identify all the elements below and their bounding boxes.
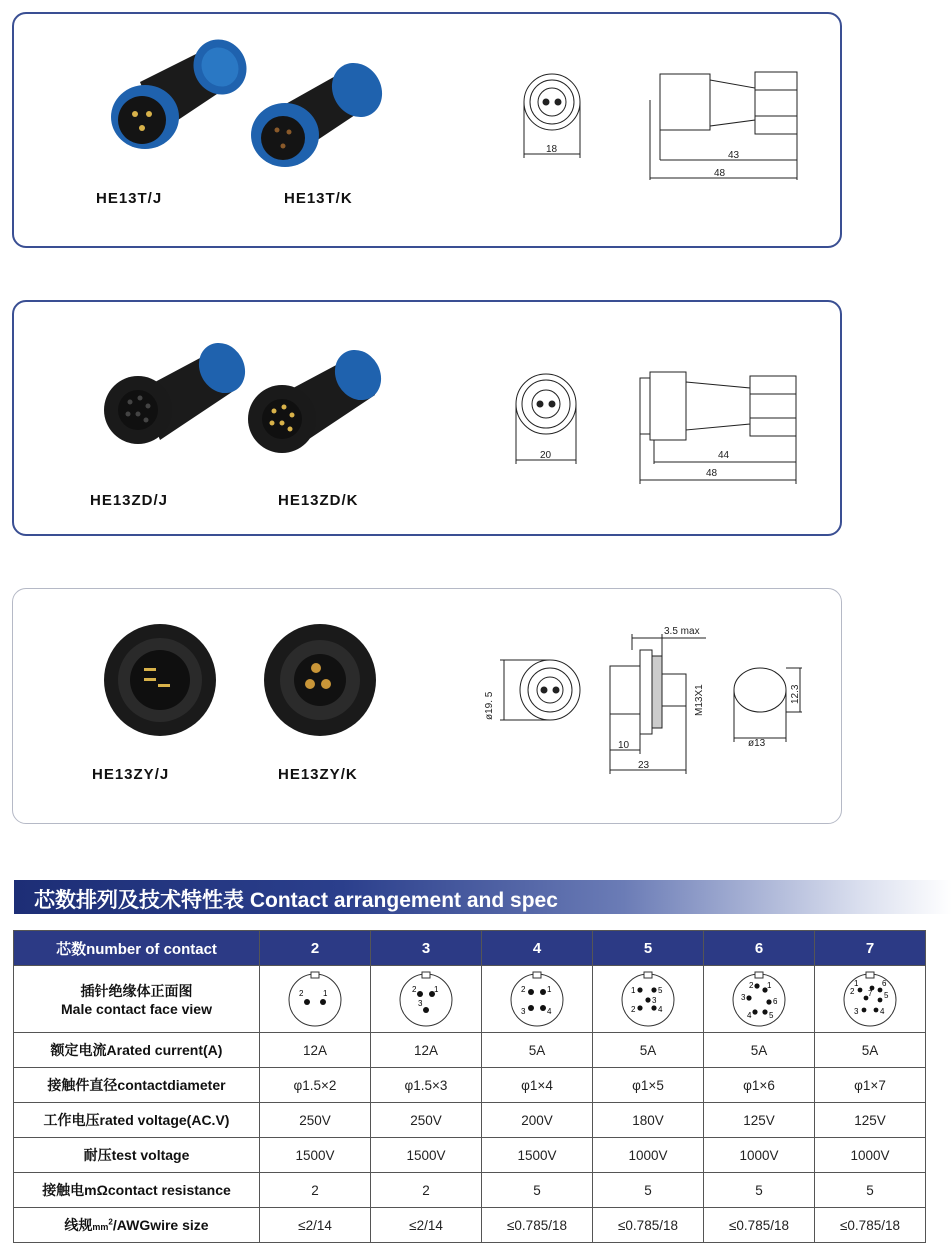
dimension-text: 10 <box>618 740 630 751</box>
header-cell: 5 <box>593 931 704 966</box>
header-cell: 3 <box>371 931 482 966</box>
pin-label: 3 <box>652 995 657 1005</box>
table-cell: 12A <box>260 1033 371 1068</box>
table-cell: φ1.5×2 <box>260 1068 371 1103</box>
header-cell: 芯数number of contact <box>14 931 260 966</box>
table-cell: 200V <box>482 1103 593 1138</box>
face-cell <box>482 966 593 1033</box>
table-header-row <box>14 931 926 966</box>
pin-label: 1 <box>323 988 328 998</box>
wire-label-sup: 2 <box>108 1217 113 1227</box>
product-label: HE13ZD/J <box>90 492 169 509</box>
spec-banner <box>14 880 952 914</box>
dimension-text: 18 <box>546 144 558 155</box>
face-cell <box>815 966 926 1033</box>
face-cell <box>260 966 371 1033</box>
pin-label: 2 <box>412 984 417 994</box>
product-label: HE13ZD/K <box>278 492 359 509</box>
table-cell: 1500V <box>482 1138 593 1173</box>
connector-photo-he13zd-j <box>100 330 260 460</box>
table-cell: ≤2/14 <box>371 1208 482 1243</box>
table-cell: 1000V <box>593 1138 704 1173</box>
pin-label: 2 <box>631 1004 636 1014</box>
face-cell <box>371 966 482 1033</box>
header-cell: 7 <box>815 931 926 966</box>
row-label: 耐压test voltage <box>14 1138 260 1173</box>
row-label: 额定电流Arated current(A) <box>14 1033 260 1068</box>
table-cell: φ1×7 <box>815 1068 926 1103</box>
pin-label: 1 <box>854 978 859 988</box>
table-row <box>14 1068 926 1103</box>
table-cell: φ1×5 <box>593 1068 704 1103</box>
table-cell: 1500V <box>371 1138 482 1173</box>
spec-table <box>13 930 926 1243</box>
table-row <box>14 1138 926 1173</box>
table-cell: 5A <box>482 1033 593 1068</box>
face-diagram-7 <box>840 968 900 1028</box>
product-label: HE13ZY/J <box>92 766 170 783</box>
dimension-text: 44 <box>718 450 730 461</box>
table-cell: 5A <box>593 1033 704 1068</box>
header-cell: 2 <box>260 931 371 966</box>
pin-label: 5 <box>769 1010 774 1020</box>
pin-label: 3 <box>854 1006 859 1016</box>
table-cell: φ1×4 <box>482 1068 593 1103</box>
face-diagram-6 <box>729 968 789 1028</box>
connector-photo-he13zd-k <box>240 335 400 465</box>
table-cell: 125V <box>704 1103 815 1138</box>
pin-label: 1 <box>767 980 772 990</box>
table-cell: 5A <box>815 1033 926 1068</box>
dimension-drawing-he13t <box>500 60 820 190</box>
pin-label: 1 <box>547 984 552 994</box>
pin-label: 4 <box>547 1006 552 1016</box>
table-cell: 12A <box>371 1033 482 1068</box>
pin-label: 1 <box>434 984 439 994</box>
dimension-text: 20 <box>540 450 552 461</box>
table-cell: 180V <box>593 1103 704 1138</box>
table-row <box>14 1103 926 1138</box>
table-cell: 250V <box>371 1103 482 1138</box>
row-label: 工作电压rated voltage(AC.V) <box>14 1103 260 1138</box>
dimension-text: M13X1 <box>694 684 705 716</box>
row-label: 接触电mΩcontact resistance <box>14 1173 260 1208</box>
row-label <box>14 1208 260 1243</box>
face-diagram-5 <box>618 968 678 1028</box>
table-cell: 2 <box>260 1173 371 1208</box>
dimension-text: 12.3 <box>790 684 801 704</box>
table-row <box>14 1033 926 1068</box>
pin-label: 1 <box>631 985 636 995</box>
header-cell: 4 <box>482 931 593 966</box>
header-cell: 6 <box>704 931 815 966</box>
pin-label: 2 <box>850 986 855 996</box>
table-row <box>14 1173 926 1208</box>
product-label: HE13ZY/K <box>278 766 358 783</box>
table-cell: ≤0.785/18 <box>593 1208 704 1243</box>
pin-label: 4 <box>658 1004 663 1014</box>
pin-label: 5 <box>884 990 889 1000</box>
table-cell: 1000V <box>704 1138 815 1173</box>
table-cell: ≤0.785/18 <box>704 1208 815 1243</box>
table-cell: 1500V <box>260 1138 371 1173</box>
dimension-text: 48 <box>706 468 718 479</box>
pin-label: 3 <box>418 998 423 1008</box>
dimension-text: 48 <box>714 168 726 179</box>
pin-label: 2 <box>521 984 526 994</box>
pin-label: 6 <box>882 978 887 988</box>
table-cell: 5 <box>815 1173 926 1208</box>
table-cell: 125V <box>815 1103 926 1138</box>
table-cell: 5 <box>593 1173 704 1208</box>
dimension-text: ø13 <box>748 738 766 749</box>
table-cell: 250V <box>260 1103 371 1138</box>
dimension-text: 43 <box>728 150 740 161</box>
row-label: 接触件直径contactdiameter <box>14 1068 260 1103</box>
pin-label: 6 <box>773 996 778 1006</box>
spec-title: 芯数排列及技术特性表 Contact arrangement and spec <box>34 889 558 912</box>
table-row <box>14 966 926 1033</box>
pin-label: 2 <box>749 980 754 990</box>
wire-label-pre: 线规 <box>64 1217 93 1233</box>
table-cell: ≤0.785/18 <box>482 1208 593 1243</box>
pin-label: 3 <box>521 1006 526 1016</box>
pin-label: 2 <box>299 988 304 998</box>
table-cell: ≤0.785/18 <box>815 1208 926 1243</box>
face-diagram-4 <box>507 968 567 1028</box>
face-label-cn: 插针绝缘体正面图 <box>80 983 193 999</box>
table-cell: 5 <box>482 1173 593 1208</box>
dimension-text: 23 <box>638 760 650 771</box>
table-row <box>14 1208 926 1243</box>
product-label: HE13T/K <box>284 190 353 207</box>
table-cell: φ1.5×3 <box>371 1068 482 1103</box>
wire-label-unit: mm <box>92 1222 109 1232</box>
connector-photo-he13zy-k <box>260 620 380 740</box>
face-diagram-2 <box>285 968 345 1028</box>
pin-label: 7 <box>868 988 873 998</box>
pin-label: 3 <box>741 992 746 1002</box>
dimension-drawing-he13zy <box>470 620 810 780</box>
dimension-drawing-he13zd <box>500 360 820 490</box>
product-label: HE13T/J <box>96 190 163 207</box>
table-cell: φ1×6 <box>704 1068 815 1103</box>
dimension-text: ø19. 5 <box>484 691 495 720</box>
dimension-text: 3.5 max <box>664 626 700 637</box>
table-cell: 5 <box>704 1173 815 1208</box>
connector-photo-he13t-k <box>245 40 395 170</box>
table-cell: 1000V <box>815 1138 926 1173</box>
face-diagram-3 <box>396 968 456 1028</box>
pin-label: 4 <box>747 1010 752 1020</box>
face-label-en: Male contact face view <box>61 1001 212 1017</box>
pin-label: 5 <box>658 985 663 995</box>
face-cell <box>593 966 704 1033</box>
table-cell: 5A <box>704 1033 815 1068</box>
pin-label: 4 <box>880 1006 885 1016</box>
table-cell: 2 <box>371 1173 482 1208</box>
face-cell <box>704 966 815 1033</box>
connector-photo-he13t-j <box>100 22 260 152</box>
table-cell: ≤2/14 <box>260 1208 371 1243</box>
row-label <box>14 966 260 1033</box>
wire-label-post: /AWGwire size <box>112 1217 209 1233</box>
connector-photo-he13zy-j <box>100 620 220 740</box>
